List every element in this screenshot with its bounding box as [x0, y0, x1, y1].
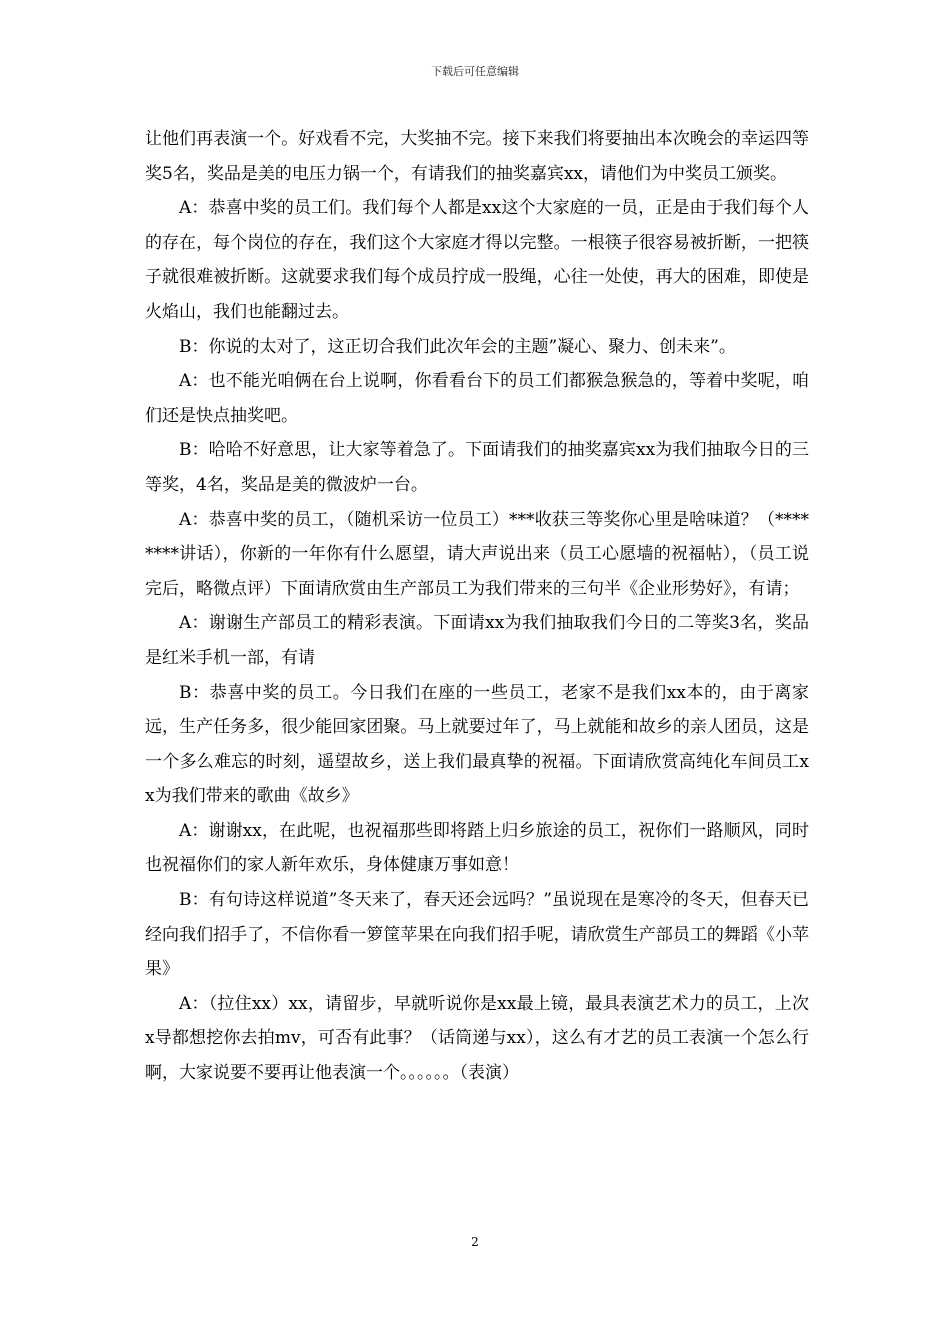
- paragraph-6: A：恭喜中奖的员工，（随机采访一位员工）***收获三等奖你心里是啥味道？（********讲话），你新的一年你有什么愿望，请大声说出来（员工心愿墙的祝福帖），（员工说完后，略微点评）下面请欣赏由生产部员工为我们带来的三句半《企业形势好》，有请；: [145, 509, 809, 599]
- paragraph-1: 让他们再表演一个。好戏看不完，大奖抽不完。接下来我们将要抽出本次晚会的幸运四等奖5名，奖品是美的电压力锅一个，有请我们的抽奖嘉宾xx，请他们为中奖员工颁奖。: [145, 129, 809, 184]
- page-header: 下载后可任意编辑: [431, 65, 519, 78]
- paragraph-10: B：有句诗这样说道”冬天来了，春天还会远吗？”虽说现在是寒冷的冬天，但春天已经向我们招手了，不信你看一箩筐苹果在向我们招手呢，请欣赏生产部员工的舞蹈《小苹果》: [145, 890, 809, 980]
- paragraph-9: A：谢谢xx，在此呢，也祝福那些即将踏上归乡旅途的员工，祝你们一路顺风，同时也祝福你们的家人新年欢乐，身体健康万事如意！: [145, 820, 809, 876]
- paragraph-2: A：恭喜中奖的员工们。我们每个人都是xx这个大家庭的一员，正是由于我们每个人的存在，每个岗位的存在，我们这个大家庭才得以完整。一根筷子很容易被折断，一把筷子就很难被折断。这就要求我们每个成员拧成一股绳，心往一处使，再大的困难，即使是火焰山，我们也能翻过去。: [145, 198, 809, 322]
- paragraph-7: A：谢谢生产部员工的精彩表演。下面请xx为我们抽取我们今日的二等奖3名，奖品是红米手机一部，有请: [145, 613, 809, 668]
- paragraph-11: A：（拉住xx）xx，请留步，早就听说你是xx最上镜，最具表演艺术力的员工，上次x导都想挖你去拍mv，可否有此事？（话筒递与xx），这么有才艺的员工表演一个怎么行啊，大家说要不要再让他表演一个。。。。。。（表演）: [145, 993, 809, 1084]
- paragraph-4: A：也不能光咱俩在台上说啊，你看看台下的员工们都猴急猴急的，等着中奖呢，咱们还是快点抽奖吧。: [145, 371, 809, 426]
- document-body: [145, 122, 809, 1091]
- paragraph-3: B：你说的太对了，这正切合我们此次年会的主题”凝心、聚力、创未来”。: [179, 336, 736, 357]
- paragraph-5: B：哈哈不好意思，让大家等着急了。下面请我们的抽奖嘉宾xx为我们抽取今日的三等奖，4名，奖品是美的微波炉一台。: [145, 440, 809, 495]
- paragraph-8: B：恭喜中奖的员工。今日我们在座的一些员工，老家不是我们xx本的，由于离家远，生产任务多，很少能回家团聚。马上就要过年了，马上就能和故乡的亲人团员，这是一个多么难忘的时刻，遥望故乡，送上我们最真挚的祝福。下面请欣赏高纯化车间员工xx为我们带来的歌曲《故乡》: [145, 682, 809, 807]
- page-number: 2: [471, 1235, 479, 1249]
